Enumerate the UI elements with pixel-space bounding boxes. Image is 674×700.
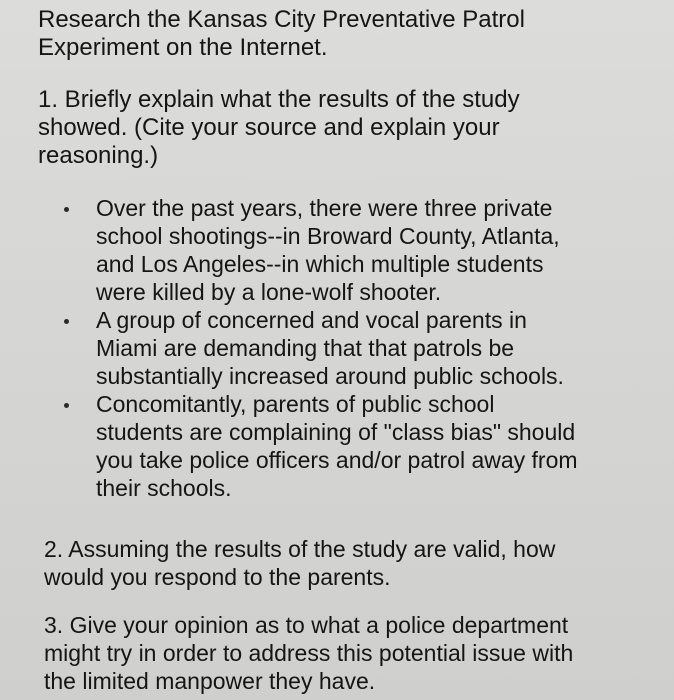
question-1-line: showed. (Cite your source and explain your <box>38 114 500 141</box>
question-2 <box>44 535 644 591</box>
question-2-line: 2. Assuming the results of the study are valid, how <box>44 536 556 562</box>
intro-line: Experiment on the Internet. <box>38 34 328 61</box>
bullet-item <box>50 194 650 306</box>
bullet-line: Miami are demanding that that patrols be <box>96 335 515 361</box>
intro-paragraph <box>38 6 638 62</box>
question-3 <box>44 611 644 695</box>
bullet-item <box>50 390 650 502</box>
bullet-line: were killed by a lone-wolf shooter. <box>96 279 442 305</box>
bullet-line: their schools. <box>96 475 232 501</box>
scenario-bullet-list <box>50 194 650 502</box>
bullet-line: and Los Angeles--in which multiple students <box>96 251 544 277</box>
bullet-line: students are complaining of "class bias" should <box>96 419 576 445</box>
bullet-line: substantially increased around public schools. <box>96 363 564 389</box>
question-1 <box>38 86 638 170</box>
bullet-line: school shootings--in Broward County, Atlanta, <box>96 223 560 249</box>
bullet-line: A group of concerned and vocal parents in <box>96 307 527 333</box>
question-1-line: reasoning.) <box>38 142 159 169</box>
bullet-dot-icon <box>64 207 69 212</box>
question-3-line: might try in order to address this potential issue with <box>44 640 574 666</box>
bullet-dot-icon <box>64 403 69 408</box>
bullet-line: Over the past years, there were three private <box>96 195 553 221</box>
bullet-dot-icon <box>64 319 69 324</box>
question-1-line: 1. Briefly explain what the results of the study <box>38 86 520 113</box>
question-3-line: the limited manpower they have. <box>44 668 376 694</box>
bullet-line: you take police officers and/or patrol away from <box>96 447 578 473</box>
intro-line: Research the Kansas City Preventative Patrol <box>38 6 525 33</box>
bullet-item <box>50 306 650 390</box>
question-3-line: 3. Give your opinion as to what a police department <box>44 612 569 638</box>
question-2-line: would you respond to the parents. <box>44 564 391 590</box>
bullet-line: Concomitantly, parents of public school <box>96 391 495 417</box>
